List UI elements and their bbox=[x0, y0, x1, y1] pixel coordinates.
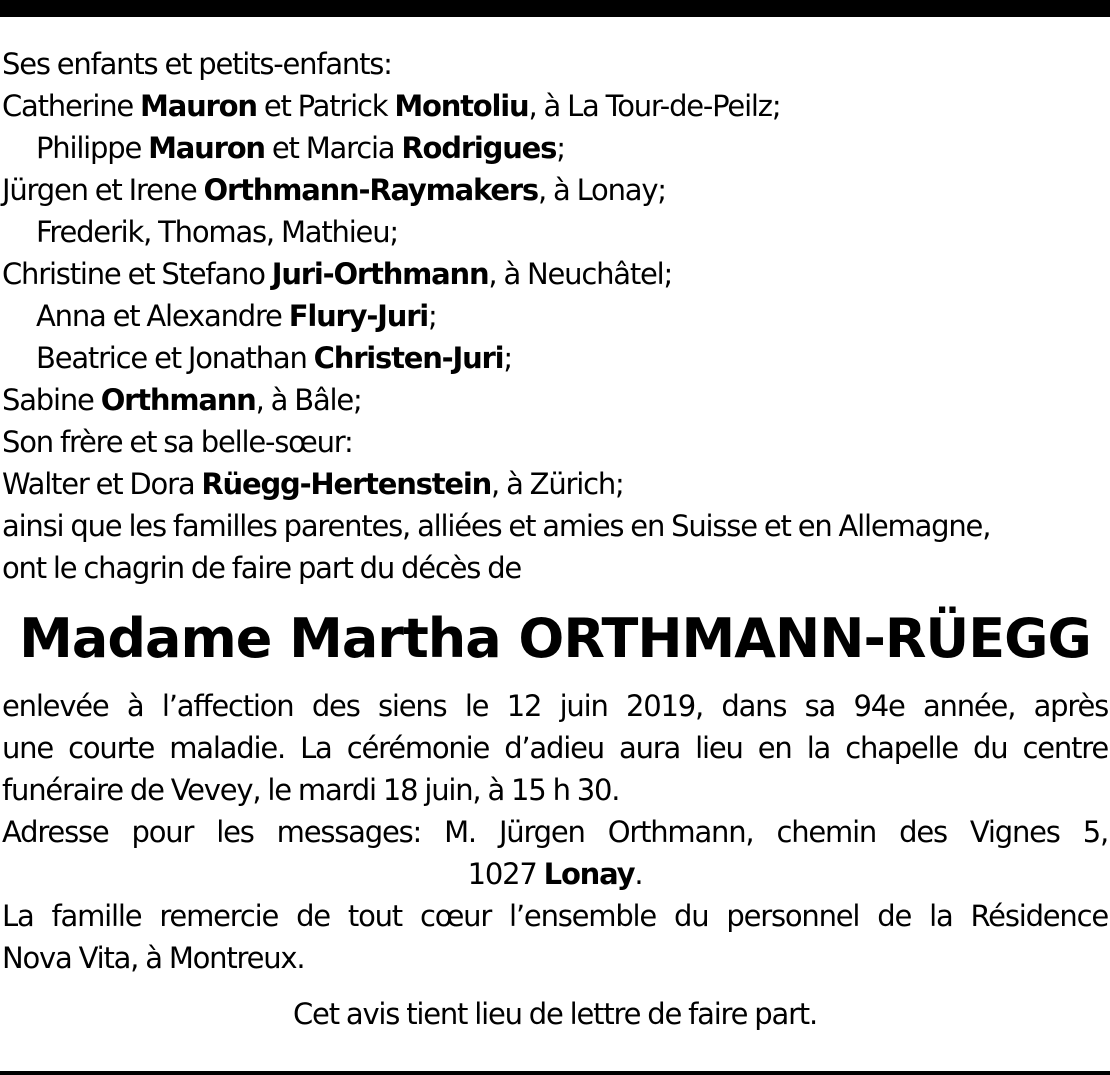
closing-line: Cet avis tient lieu de lettre de faire part. bbox=[293, 997, 817, 1031]
surname: Rüegg-Hertenstein bbox=[201, 467, 492, 501]
body-line-1: enlevée à l’affection des siens le 12 juin 2019, dans sa 94e année, après bbox=[2, 689, 1108, 723]
surname: Orthmann-Raymakers bbox=[203, 173, 538, 207]
announcement-line: ont le chagrin de faire part du décès de bbox=[2, 551, 522, 585]
family-line-beatrice: Beatrice et Jonathan Christen-Juri; bbox=[36, 341, 512, 375]
surname: Flury-Juri bbox=[288, 299, 429, 333]
family-line-philippe: Philippe Mauron et Marcia Rodrigues; bbox=[36, 131, 565, 165]
bottom-border-rule bbox=[0, 1071, 1110, 1075]
surname: Mauron bbox=[148, 131, 265, 165]
town: Lonay bbox=[543, 857, 635, 891]
address-line-2: 1027 Lonay. bbox=[467, 857, 643, 891]
sibling-intro: Son frère et sa belle-sœur: bbox=[2, 425, 353, 459]
thanks-line-2: Nova Vita, à Montreux. bbox=[2, 941, 305, 975]
address-line-1: Adresse pour les messages: M. Jürgen Orthmann, chemin des Vignes 5, bbox=[2, 815, 1108, 849]
deceased-name: Madame Martha ORTHMANN-RÜEGG bbox=[19, 607, 1091, 670]
surname: Rodrigues bbox=[401, 131, 557, 165]
surname: Montoliu bbox=[394, 89, 529, 123]
extended-family-line: ainsi que les familles parentes, alliées et amies en Suisse et en Allemagne, bbox=[2, 509, 991, 543]
surname: Mauron bbox=[140, 89, 257, 123]
body-line-2: une courte maladie. La cérémonie d’adieu aura lieu en la chapelle du centre bbox=[2, 731, 1108, 765]
family-line-jurgen: Jürgen et Irene Orthmann-Raymakers, à Lonay; bbox=[2, 173, 666, 207]
spacer bbox=[2, 979, 1108, 993]
family-intro: Ses enfants et petits-enfants: bbox=[2, 47, 392, 81]
family-line-catherine: Catherine Mauron et Patrick Montoliu, à La Tour-de-Peilz; bbox=[2, 89, 781, 123]
surname: Orthmann bbox=[100, 383, 256, 417]
family-line-frederik: Frederik, Thomas, Mathieu; bbox=[36, 215, 398, 249]
surname: Juri-Orthmann bbox=[271, 257, 489, 291]
family-line-christine: Christine et Stefano Juri-Orthmann, à Neuchâtel; bbox=[2, 257, 673, 291]
obituary-notice bbox=[2, 43, 1108, 1035]
family-line-anna: Anna et Alexandre Flury-Juri; bbox=[36, 299, 437, 333]
body-line-3: funéraire de Vevey, le mardi 18 juin, à 15 h 30. bbox=[2, 773, 620, 807]
family-line-sabine: Sabine Orthmann, à Bâle; bbox=[2, 383, 362, 417]
surname: Christen-Juri bbox=[313, 341, 504, 375]
thanks-line-1: La famille remercie de tout cœur l’ensemble du personnel de la Résidence bbox=[2, 899, 1108, 933]
top-border-rule bbox=[0, 0, 1110, 17]
family-line-walter: Walter et Dora Rüegg-Hertenstein, à Zürich; bbox=[2, 467, 624, 501]
